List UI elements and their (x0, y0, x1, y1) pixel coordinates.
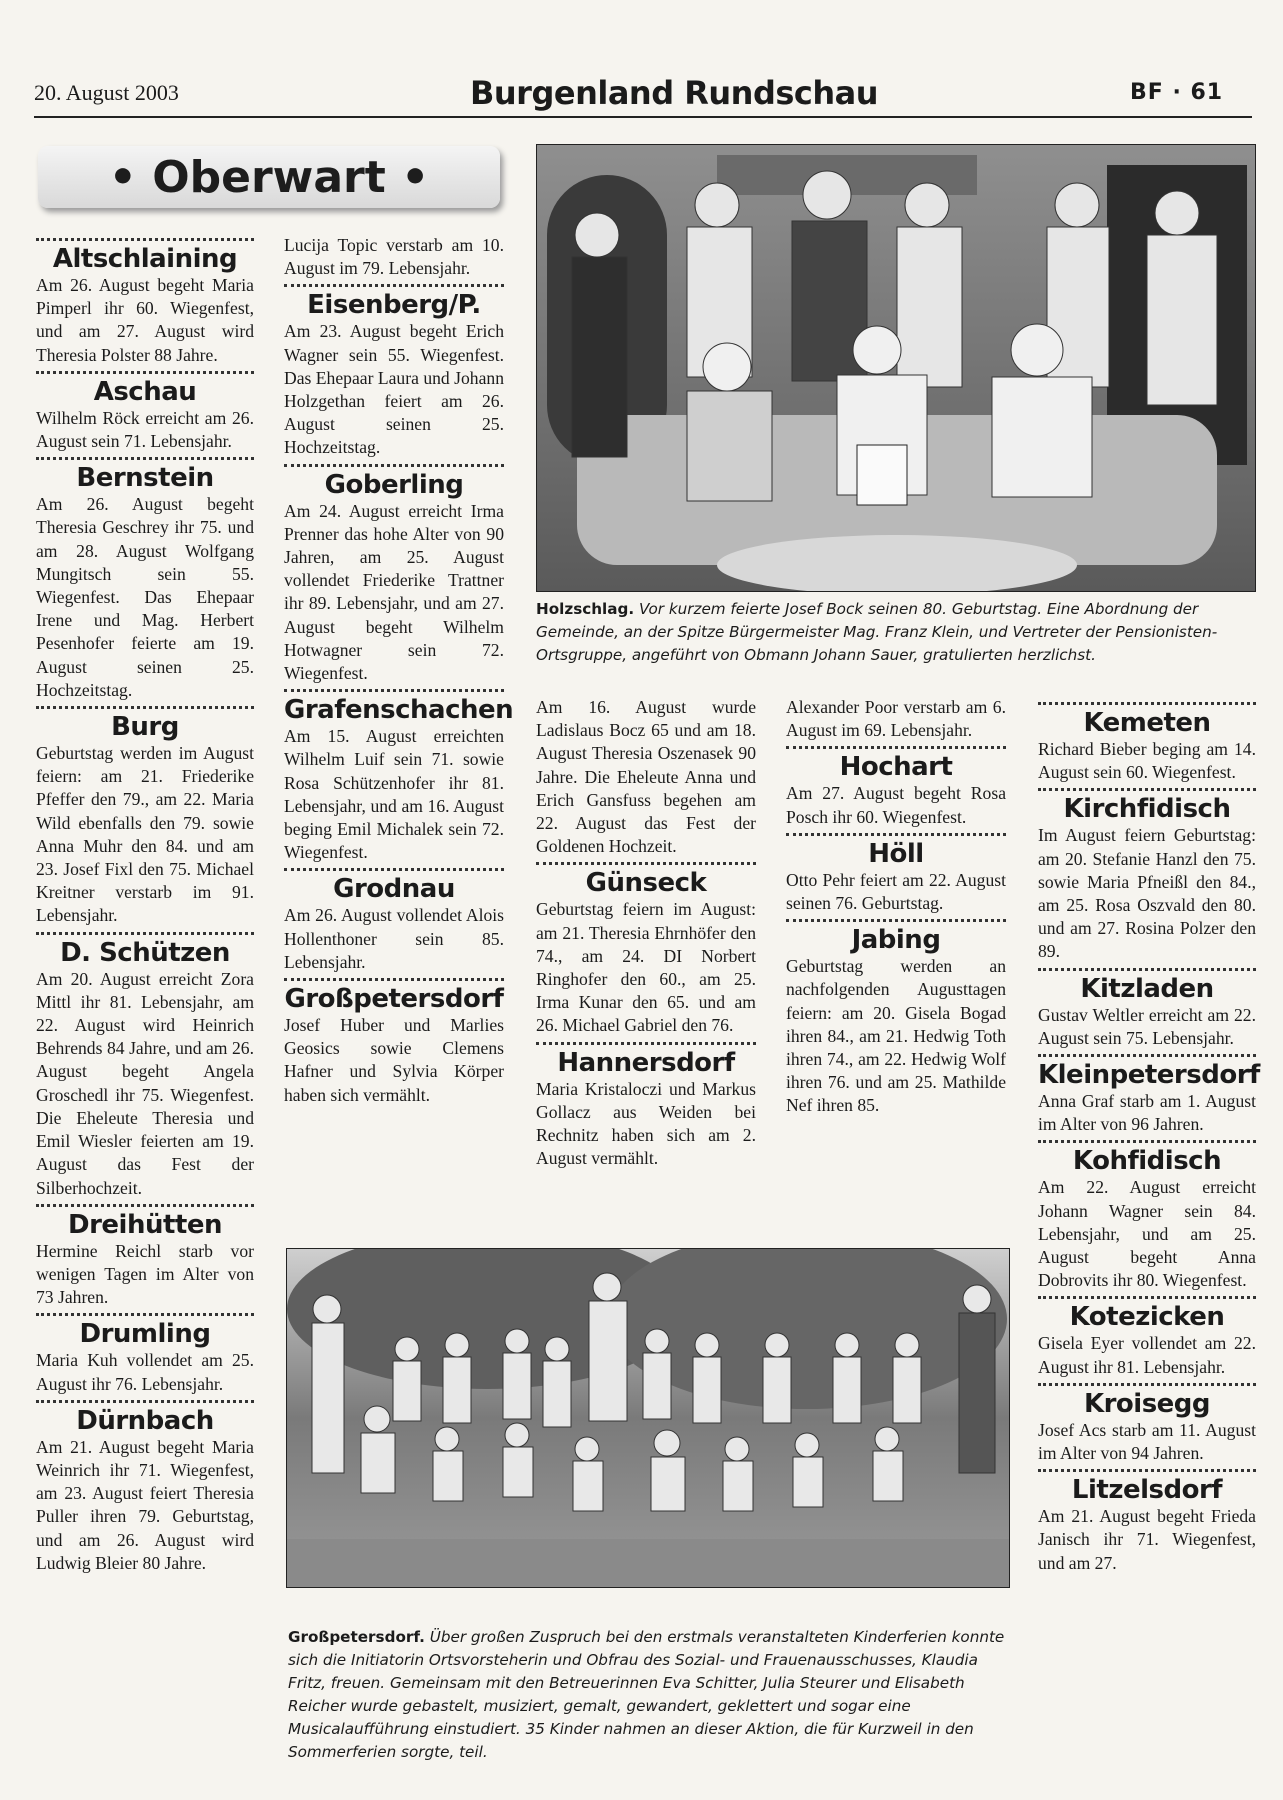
town-heading: Kemeten (1083, 708, 1211, 738)
entry-drumling (36, 1313, 254, 1395)
town-heading: Dürnbach (76, 1405, 214, 1436)
town-heading: Eisenberg/P. (307, 290, 481, 321)
dotted-divider (786, 833, 1006, 836)
dotted-divider (1038, 1296, 1256, 1299)
town-heading: Großpetersdorf (284, 984, 504, 1015)
group-photo-illustration (537, 145, 1255, 591)
continued-text: Lucija Topic verstarb am 10. August im 79. Lebensjahr. (284, 235, 504, 279)
town-heading: Kirchfidisch (1063, 794, 1231, 825)
dotted-divider (36, 457, 254, 460)
dotted-divider (1038, 788, 1256, 791)
issue-date: 20. August 2003 (34, 80, 179, 105)
entry-text: Am 20. August erreicht Zora Mittl ihr 81. Lebensjahr, am 22. August wird Heinrich Behrends 84 Jahre, und am 26. August begeht Angela Groschedl ihr 75. Wiegenfest. Die Eheleute Theresia und Emil Wiesler feierten am 19. August das Fest der Silberhochzeit. (36, 968, 254, 1198)
entry-kitzladen (1038, 968, 1256, 1050)
dotted-divider (1038, 1140, 1256, 1143)
entry-text: Geburtstag feiern im August: am 21. Theresia Ehrnhöfer den 74., am 24. DI Norbert Ringhofer den 60., am 25. Irma Kunar den 65. und am 26. Michael Gabriel den 76. (536, 899, 756, 1036)
photo-holzschlag (536, 144, 1256, 592)
entry-text: Gustav Weltler erreicht am 22. August sein 75. Lebensjahr. (1038, 1004, 1256, 1048)
dotted-divider (786, 919, 1006, 922)
town-heading: Dreihütten (68, 1209, 222, 1240)
town-heading: Litzelsdorf (1071, 1475, 1223, 1506)
entry-text: Am 21. August begeht Maria Weinrich ihr 71. Wiegenfest, am 23. August feiert Theresia Puller ihren 79. Geburtstag, und am 26. August wird Ludwig Bleier 80 Jahre. (36, 1436, 254, 1573)
section-banner: • Oberwart • (38, 146, 500, 208)
caption-text: Über großen Zuspruch bei den erstmals veranstalteten Kinderferien konnte sich die Initiatorin Ortsvorsteherin und Obfrau des Sozial- und Frauenausschusses, Klaudia Fritz, freuen. Gemeinsam mit den Betreuerinnen Eva Schitter, Julia Steurer und Elisabeth Reicher wurde gebastelt, musiziert, gemalt, gewandert, geklettert und sogar eine Musicalaufführung einstudiert. 35 Kinder nahmen an dieser Aktion, die für Kurzweil in den Sommerferien sorgte, teil. (288, 1628, 1005, 1761)
entry-text: Josef Huber und Marlies Geosics sowie Clemens Hafner und Sylvia Körper haben sich vermählt. (284, 1015, 504, 1105)
town-heading: Kleinpetersdorf (1038, 1060, 1260, 1091)
entry-text: Am 15. August erreichten Wilhelm Luif sein 71. sowie Rosa Schützenhofer ihr 81. Lebensjahr, und am 16. August beging Emil Michalek sein 72. Wiegenfest. (284, 726, 504, 863)
newspaper-title: Burgenland Rundschau (470, 74, 879, 112)
continued-text: Alexander Poor verstarb am 6. August im 69. Lebensjahr. (786, 697, 1006, 741)
entry-hoell (786, 833, 1006, 915)
entry-kirchfidisch (1038, 788, 1256, 963)
photo-grosspetersdorf (286, 1248, 1010, 1588)
entry-burg (36, 706, 254, 928)
dotted-divider (36, 932, 254, 935)
town-heading: Grodnau (333, 874, 455, 905)
photo-holzschlag-caption (536, 598, 1256, 667)
entry-text: Im August feiern Geburtstag: am 20. Stefanie Hanzl den 75. sowie Maria Pfneißl den 84., am 25. Rosa Oszvald den 80. und am 27. Rosina Polzer den 89. (1038, 825, 1256, 962)
entry-text: Geburtstag werden im August feiern: am 21. Friederike Pfeffer den 79., am 22. Maria Wild ebenfalls den 79. sowie Anna Muhr den 84. und am 23. Josef Fixl den 75. Michael Kreitner verstarb im 91. Lebensjahr. (36, 743, 254, 926)
entry-text: Am 23. August begeht Erich Wagner sein 55. Wiegenfest. Das Ehepaar Laura und Johann Holzgethan feiert am 26. August seinen 25. Hochzeitstag. (284, 321, 504, 458)
dotted-divider (1038, 968, 1256, 971)
page-number: BF · 61 (1130, 80, 1224, 105)
entry-aschau (36, 371, 254, 453)
entry-duernbach (36, 1400, 254, 1575)
entry-guenseck (536, 862, 756, 1037)
column-5 (1038, 702, 1260, 1579)
column-4 (786, 696, 1006, 1122)
header-rule (34, 116, 1252, 118)
entry-bernstein (36, 457, 254, 702)
town-heading: Hochart (839, 752, 953, 783)
dotted-divider (536, 862, 756, 865)
continued-text: Am 16. August wurde Ladislaus Bocz 65 und am 18. August Theresia Oszenasek 90 Jahre. Die Eheleute Anna und Erich Gansfuss begehen am 22. August das Fest der Goldenen Hochzeit. (536, 697, 756, 857)
entry-jabing (786, 919, 1006, 1117)
town-heading: Altschlaining (52, 244, 238, 274)
town-heading: Jabing (851, 925, 941, 956)
entry-kohfidisch (1038, 1140, 1256, 1292)
dotted-divider (284, 284, 504, 287)
dotted-divider (36, 371, 254, 374)
column-2 (284, 234, 514, 1111)
dotted-divider (1038, 1054, 1256, 1057)
entry-grosspetersdorf (284, 978, 504, 1107)
entry-hannersdorf (536, 1042, 756, 1171)
dotted-divider (36, 1400, 254, 1403)
dotted-divider (36, 1204, 254, 1207)
entry-text: Richard Bieber beging am 14. August sein 60. Wiegenfest. (1038, 739, 1256, 783)
dotted-divider (1038, 702, 1256, 705)
photo-grosspetersdorf-caption (288, 1626, 1008, 1764)
entry-eisenberg (284, 284, 504, 459)
entry-kroisegg (1038, 1383, 1256, 1465)
entry-text: Am 21. August begeht Frieda Janisch ihr 71. Wiegenfest, und am 27. (1038, 1506, 1256, 1573)
column-3 (536, 696, 756, 1174)
town-heading: Hannersdorf (557, 1047, 735, 1078)
town-heading: Burg (111, 712, 179, 743)
town-heading: D. Schützen (60, 937, 230, 968)
dotted-divider (284, 464, 504, 467)
entry-text: Maria Kristaloczi und Markus Gollacz aus Weiden bei Rechnitz haben sich am 2. August vermählt. (536, 1078, 756, 1169)
entry-text: Am 27. August begeht Rosa Posch ihr 60. Wiegenfest. (786, 783, 1006, 827)
entry-text: Am 26. August begeht Maria Pimperl ihr 60. Wiegenfest, und am 27. August wird Theresia Polster 88 Jahre. (36, 275, 254, 365)
entry-text: Am 24. August erreicht Irma Prenner das hohe Alter von 90 Jahren, am 25. August vollendet Friederike Trattner ihr 89. Lebensjahr, und am 27. August begeht Wilhelm Hotwagner sein 72. Wiegenfest. (284, 500, 504, 684)
dotted-divider (284, 689, 504, 692)
dotted-divider (36, 1313, 254, 1316)
town-heading: Bernstein (76, 463, 214, 494)
town-heading: Günseck (585, 868, 707, 899)
entry-text: Gisela Eyer vollendet am 22. August ihr 81. Lebensjahr. (1038, 1333, 1256, 1377)
dotted-divider (284, 978, 504, 981)
entry-text: Wilhelm Röck erreicht am 26. August sein 71. Lebensjahr. (36, 407, 254, 452)
dotted-divider (284, 868, 504, 871)
caption-text: Vor kurzem feierte Josef Bock seinen 80. Geburtstag. Eine Abordnung der Gemeinde, an der Spitze Bürgermeister Mag. Franz Klein, und Vertreter der Pensionisten-Ortsgruppe, angeführt von Obmann Johann Sauer, gratulierten herzlichst. (536, 600, 1218, 664)
dotted-divider (1038, 1469, 1256, 1472)
entry-grafenschachen (284, 689, 514, 864)
town-heading: Goberling (324, 469, 464, 500)
dotted-divider (36, 238, 254, 241)
town-heading: Grafenschachen (284, 695, 514, 726)
entry-altschlaining (36, 238, 254, 367)
entry-text: Hermine Reichl starb vor wenigen Tagen im Alter von 73 Jahren. (36, 1240, 254, 1308)
entry-grodnau (284, 868, 504, 974)
entry-text: Otto Pehr feiert am 22. August seinen 76. Geburtstag. (786, 869, 1006, 914)
entry-dreihuetten (36, 1204, 254, 1310)
town-heading: Kroisegg (1083, 1388, 1211, 1419)
town-heading: Aschau (93, 376, 197, 407)
dotted-divider (36, 706, 254, 709)
town-heading: Kotezicken (1069, 1302, 1225, 1333)
entry-kleinpetersdorf (1038, 1054, 1260, 1136)
column-1 (36, 238, 254, 1579)
entry-text: Josef Acs starb am 11. August im Alter von 94 Jahren. (1038, 1419, 1256, 1464)
entry-hochart (786, 746, 1006, 828)
town-heading: Drumling (79, 1319, 211, 1350)
entry-text: Geburtstag werden an nachfolgenden Augusttagen feiern: am 20. Gisela Bogad ihren 84., am 21. Hedwig Toth ihren 74., am 22. Hedwig Wolf ihren 76. und am 25. Mathilde Nef ihren 85. (786, 956, 1006, 1116)
entry-text: Anna Graf starb am 1. August im Alter von 96 Jahren. (1038, 1091, 1256, 1135)
entry-goberling (284, 464, 504, 686)
town-heading: Höll (868, 838, 924, 869)
entry-kemeten (1038, 702, 1256, 784)
entry-text: Am 26. August begeht Theresia Geschrey ihr 75. und am 28. August Wolfgang Mungitsch sein 55. Wiegenfest. Das Ehepaar Irene und Mag. Herbert Pesenhofer feierte am 19. August seinen 25. Hochzeitstag. (36, 494, 254, 700)
caption-place: Holzschlag. (536, 600, 635, 618)
entry-text: Am 22. August erreicht Johann Wagner sein 84. Lebensjahr, und am 25. August begeht Anna Dobrovits ihr 80. Wiegenfest. (1038, 1177, 1256, 1291)
entry-kotezicken (1038, 1296, 1256, 1378)
caption-place: Großpetersdorf. (288, 1628, 425, 1646)
dotted-divider (786, 746, 1006, 749)
entry-d-schuetzen (36, 932, 254, 1200)
entry-text: Am 26. August vollendet Alois Hollenthoner sein 85. Lebensjahr. (284, 905, 504, 972)
town-heading: Kitzladen (1080, 973, 1214, 1004)
town-heading: Kohfidisch (1072, 1146, 1222, 1177)
dotted-divider (536, 1042, 756, 1045)
entry-litzelsdorf (1038, 1469, 1256, 1575)
children-group-illustration (287, 1249, 1009, 1587)
entry-text: Maria Kuh vollendet am 25. August ihr 76. Lebensjahr. (36, 1350, 254, 1394)
dotted-divider (1038, 1383, 1256, 1386)
